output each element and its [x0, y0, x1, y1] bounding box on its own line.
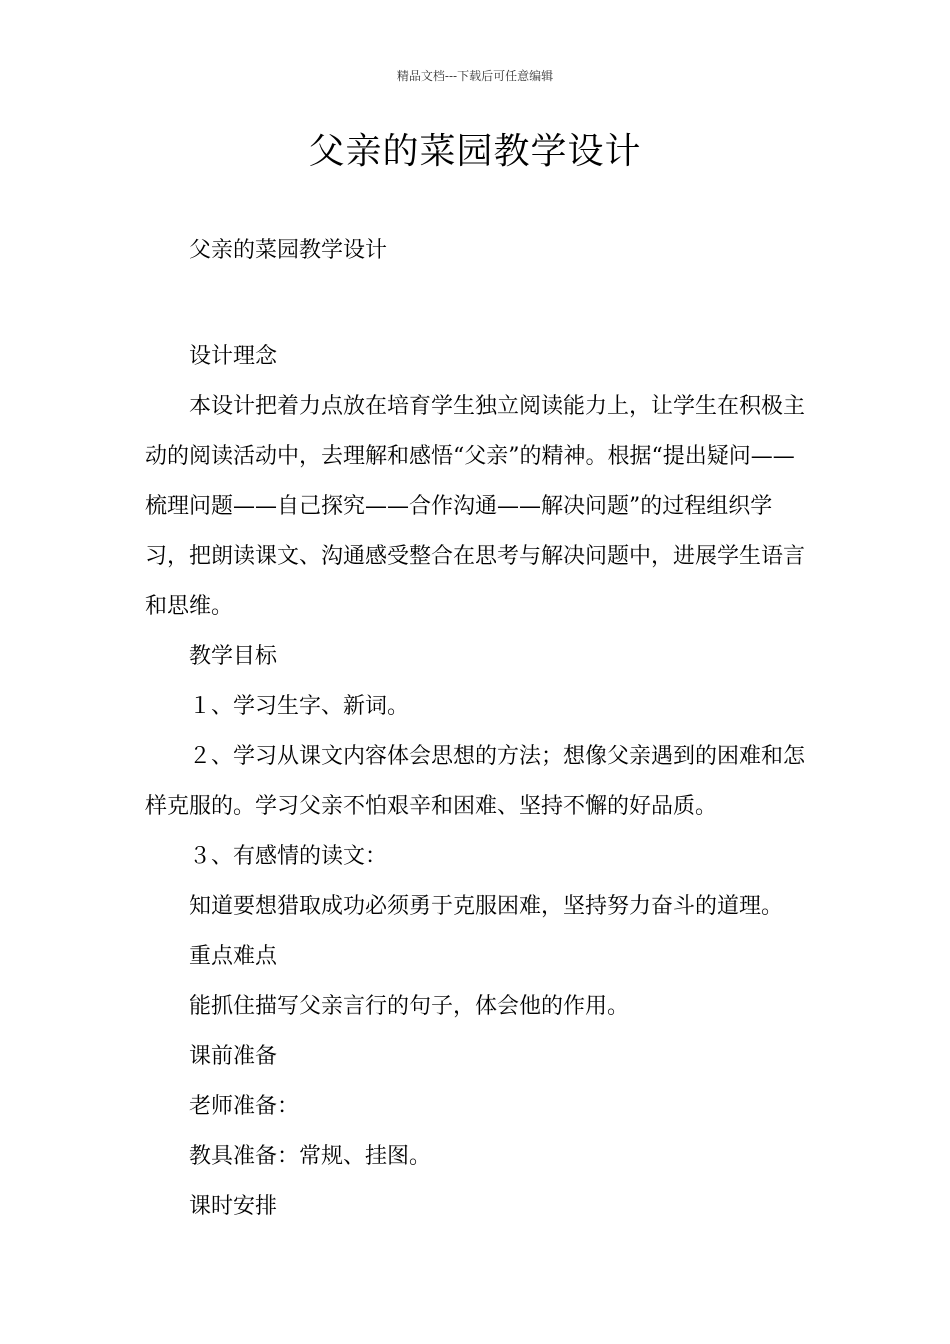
paragraph-key-points: 能抓住描写父亲言行的句子，体会他的作用。: [189, 994, 630, 1019]
goal-item-2: ２、学习从课文内容体会思想的方法；想像父亲遇到的困难和怎样克服的。学习父亲不怕艰辛和困难、坚持不懈的好品质。: [145, 744, 806, 819]
section-heading-schedule: 课时安排: [189, 1194, 278, 1219]
section-heading-preparation: 课前准备: [189, 1044, 278, 1069]
paragraph-design-concept: 本设计把着力点放在培育学生独立阅读能力上，让学生在积极主动的阅读活动中，去理解和感悟“父亲”的精神。根据“提出疑问——梳理问题——自己探究——合作沟通——解决问题”的过程组织学习，把朗读课文、沟通感受整合在思考与解决问题中，进展学生语言和思维。: [145, 394, 806, 619]
document-body: [145, 226, 805, 1232]
section-heading-key-points: 重点难点: [189, 944, 278, 969]
subtitle-paragraph: 父亲的菜园教学设计: [189, 238, 388, 263]
goal-item-3-detail: 知道要想猎取成功必须勇于克服困难，坚持努力奋斗的道理。: [189, 894, 784, 919]
section-heading-design-concept: 设计理念: [189, 344, 278, 369]
section-heading-teaching-goals: 教学目标: [189, 644, 278, 669]
goal-item-1: １、学习生字、新词。: [189, 694, 410, 719]
paragraph-teaching-aids: 教具准备：常规、挂图。: [189, 1144, 432, 1169]
paragraph-teacher-preparation: 老师准备：: [189, 1094, 300, 1119]
document-title: 父亲的菜园教学设计: [308, 131, 642, 172]
spacer: [145, 276, 805, 332]
goal-item-3: ３、有感情的读文：: [189, 844, 388, 869]
header-note: 精品文档---下载后可任意编辑: [396, 69, 554, 83]
